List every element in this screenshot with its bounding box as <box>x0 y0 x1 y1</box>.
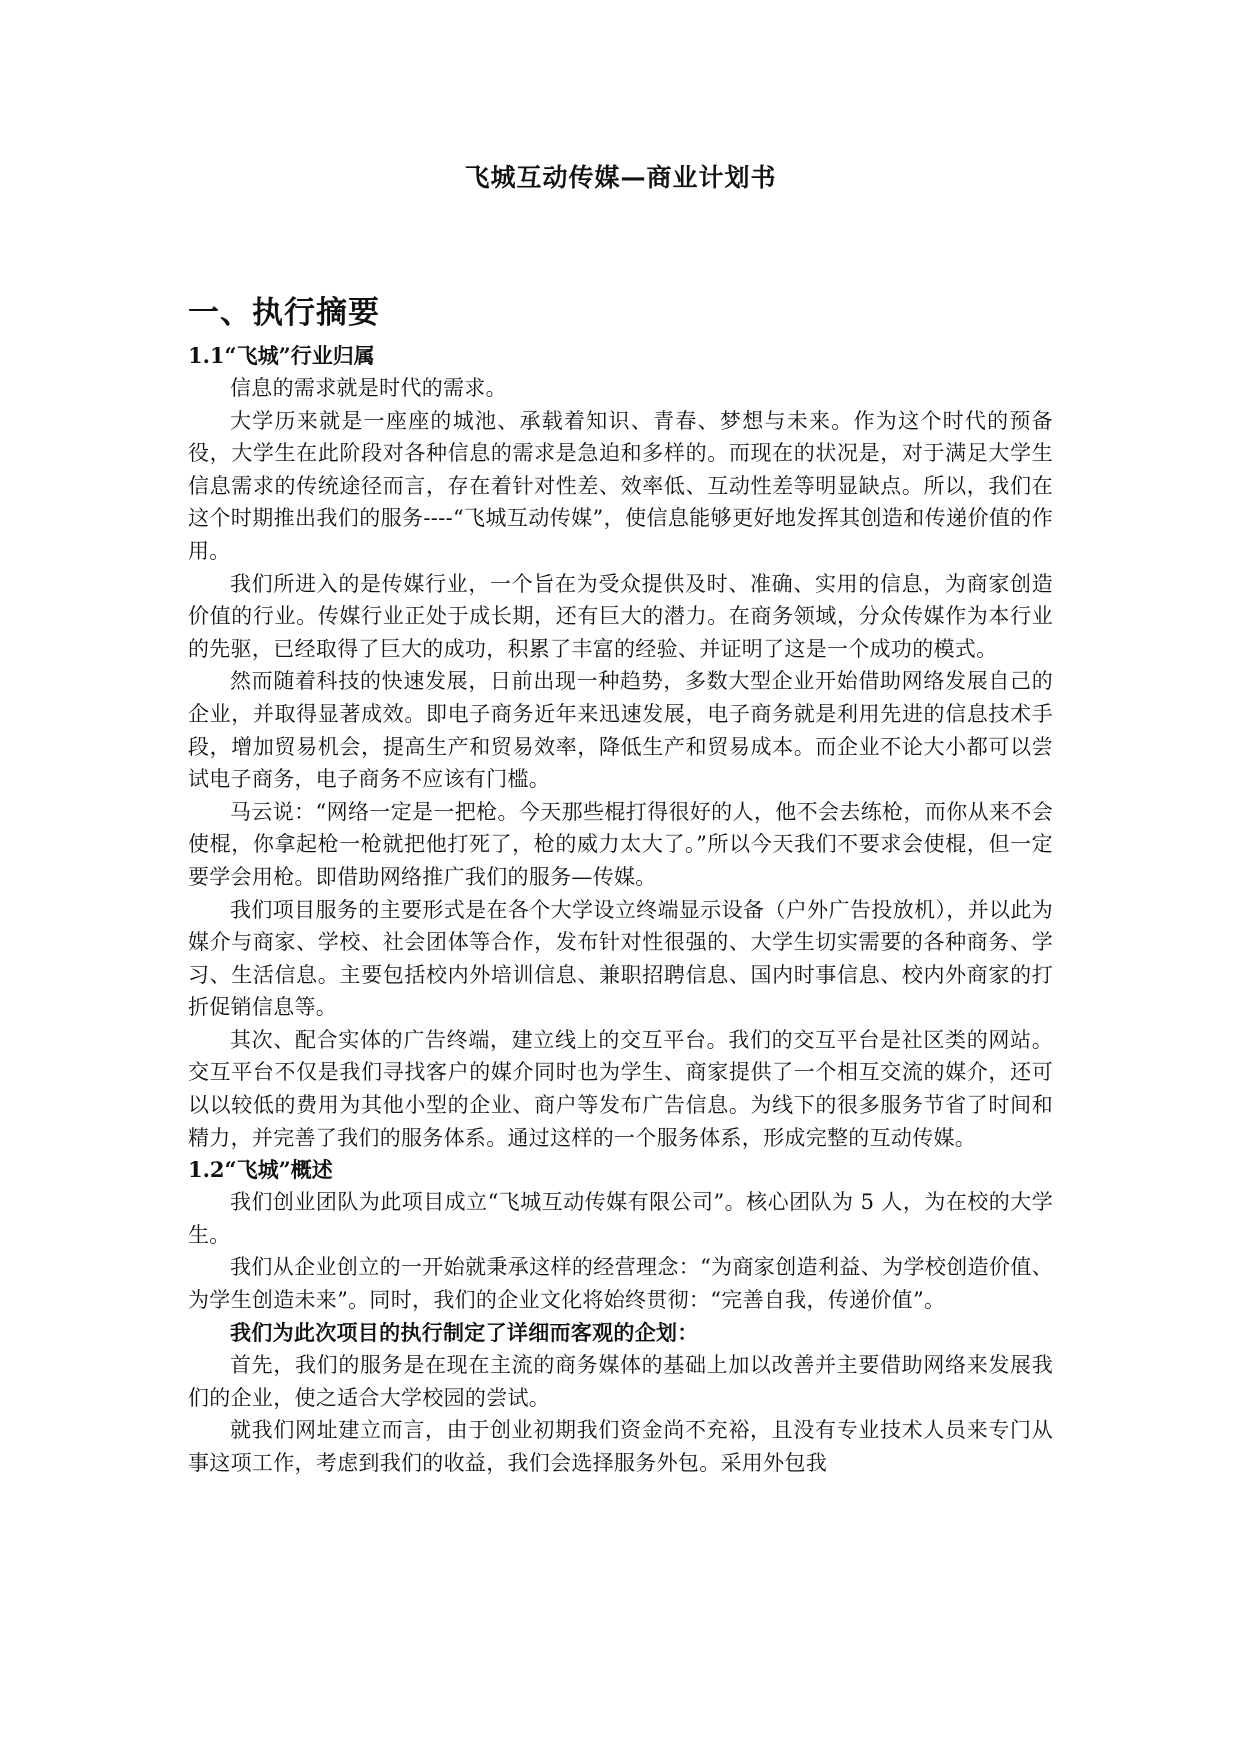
paragraph: 我们项目服务的主要形式是在各个大学设立终端显示设备（户外广告投放机），并以此为媒介与商家、学校、社会团体等合作，发布针对性很强的、大学生切实需要的各种商务、学习、生活信息。主要包括校内外培训信息、兼职招聘信息、国内时事信息、校内外商家的打折促销信息等。 <box>188 897 1053 1020</box>
section-heading-executive-summary: 一、执行摘要 <box>188 295 380 331</box>
subsection-heading-overview: 1.2“飞城”概述 <box>188 1157 333 1183</box>
paragraph: 首先，我们的服务是在现在主流的商务媒体的基础上加以改善并主要借助网络来发展我们的企业，使之适合大学校园的尝试。 <box>188 1353 1053 1410</box>
paragraph: 其次、配合实体的广告终端，建立线上的交互平台。我们的交互平台是社区类的网站。交互平台不仅是我们寻找客户的媒介同时也为学生、商家提供了一个相互交流的媒介，还可以以较低的费用为其他小型的企业、商户等发布广告信息。为线下的很多服务节省了时间和精力，并完善了我们的服务体系。通过这样的一个服务体系，形成完整的互动传媒。 <box>188 1027 1053 1150</box>
paragraph: 我们创业团队为此项目成立“飞城互动传媒有限公司”。核心团队为 5 人，为在校的大学生。 <box>188 1190 1053 1247</box>
paragraph: 我们所进入的是传媒行业，一个旨在为受众提供及时、准确、实用的信息，为商家创造价值的行业。传媒行业正处于成长期，还有巨大的潜力。在商务领域，分众传媒作为本行业的先驱，已经取得了巨大的成功，积累了丰富的经验、并证明了这是一个成功的模式。 <box>188 571 1053 661</box>
document-title: 飞城互动传媒—商业计划书 <box>464 163 777 192</box>
paragraph: 信息的需求就是时代的需求。 <box>230 376 507 400</box>
paragraph: 就我们网址建立而言，由于创业初期我们资金尚不充裕，且没有专业技术人员来专门从事这项工作，考虑到我们的收益，我们会选择服务外包。采用外包我 <box>188 1418 1053 1475</box>
subsection-heading-industry: 1.1“飞城”行业归属 <box>188 343 375 368</box>
paragraph: 大学历来就是一座座的城池、承载着知识、青春、梦想与未来。作为这个时代的预备役，大学生在此阶段对各种信息的需求是急迫和多样的。而现在的状况是，对于满足大学生信息需求的传统途径而言，存在着针对性差、效率低、互动性差等明显缺点。所以，我们在这个时期推出我们的服务----“飞城互动传媒”，使信息能够更好地发挥其创造和传递价值的作用。 <box>188 408 1053 563</box>
paragraph: 我们从企业创立的一开始就秉承这样的经营理念：“为商家创造利益、为学校创造价值、为学生创造未来”。同时，我们的企业文化将始终贯彻：“完善自我，传递价值”。 <box>188 1255 1053 1313</box>
emphasis-paragraph: 我们为此次项目的执行制定了详细而客观的企划： <box>230 1319 699 1345</box>
paragraph: 马云说：“网络一定是一把枪。今天那些棍打得很好的人，他不会去练枪，而你从来不会使棍，你拿起枪一枪就把他打死了，枪的威力太大了。”所以今天我们不要求会使棍，但一定要学会用枪。即借助网络推广我们的服务—传媒。 <box>188 799 1053 889</box>
paragraph: 然而随着科技的快速发展，日前出现一种趋势，多数大型企业开始借助网络发展自己的企业，并取得显著成效。即电子商务近年来迅速发展，电子商务就是利用先进的信息技术手段，增加贸易机会，提高生产和贸易效率，降低生产和贸易成本。而企业不论大小都可以尝试电子商务，电子商务不应该有门槛。 <box>188 669 1053 792</box>
